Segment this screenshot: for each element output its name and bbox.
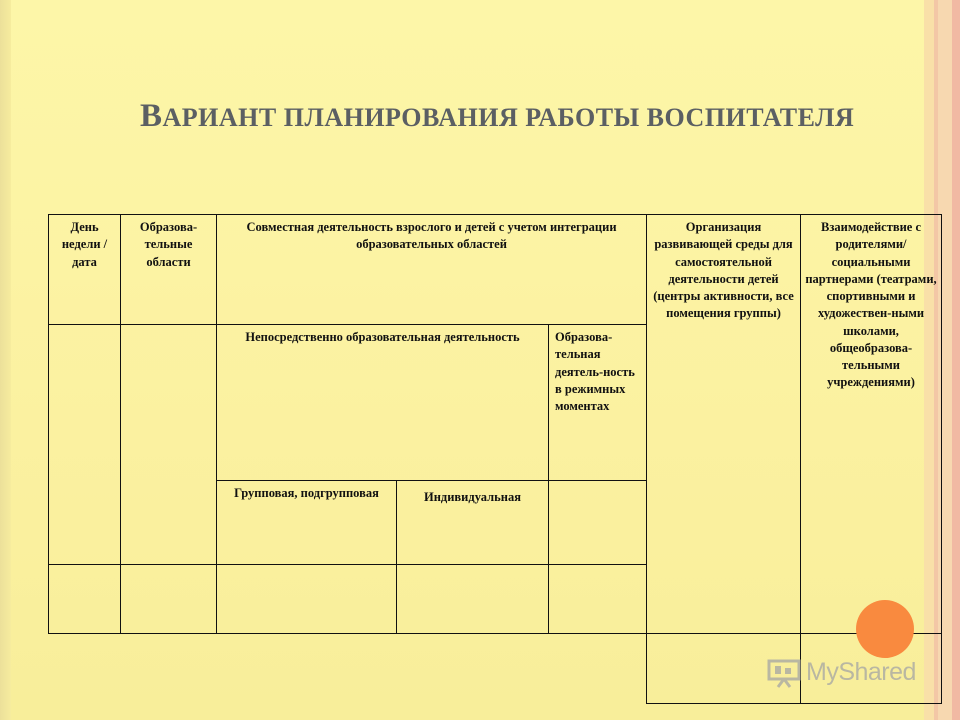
- spacer: [549, 634, 647, 704]
- cell-empty-areas-2: [121, 565, 217, 634]
- cell-individual-header: Индивидуальная: [397, 481, 549, 565]
- slide-title: [140, 98, 930, 135]
- spacer: [217, 634, 397, 704]
- spacer: [397, 634, 549, 704]
- planning-table: [48, 214, 942, 704]
- orange-circle-decoration: [856, 600, 914, 658]
- cell-empty-routine-2: [549, 565, 647, 634]
- myshared-watermark: [766, 654, 926, 694]
- cell-environment-header: Организация развивающей среды для самостоятельной деятельности детей (центры активности, все помещения группы): [647, 215, 801, 634]
- cell-empty-day-2: [49, 565, 121, 634]
- cell-parents-header: Взаимодействие с родителями/ социальными партнерами (театрами, спортивными и художествен-ными школами, общеобразова-тельными учреждениями): [801, 215, 942, 634]
- cell-edu-areas-header: Образова-тельные области: [121, 215, 217, 325]
- cell-empty-routine: [549, 481, 647, 565]
- watermark-text: MyShared: [806, 658, 916, 686]
- spacer: [49, 634, 121, 704]
- left-edge-shade: [0, 0, 11, 720]
- presentation-board-icon: [766, 658, 802, 688]
- cell-empty-individual: [397, 565, 549, 634]
- right-stripe-4: [952, 0, 960, 720]
- cell-day-date-header: День недели / дата: [49, 215, 121, 325]
- cell-empty-areas-1: [121, 325, 217, 565]
- cell-routine-activity-header: Образова-тельная деятель-ность в режимных моментах: [549, 325, 647, 481]
- cell-empty-group: [217, 565, 397, 634]
- title-rest: АРИАНТ ПЛАНИРОВАНИЯ РАБОТЫ ВОСПИТАТЕЛЯ: [162, 103, 855, 132]
- spacer: [121, 634, 217, 704]
- cell-direct-activity-header: Непосредственно образовательная деятельность: [217, 325, 549, 481]
- title-first-letter: В: [140, 98, 163, 134]
- cell-empty-day-1: [49, 325, 121, 565]
- cell-joint-activity-header: Совместная деятельность взрослого и детей с учетом интеграции образовательных областей: [217, 215, 647, 325]
- cell-group-header: Групповая, подгрупповая: [217, 481, 397, 565]
